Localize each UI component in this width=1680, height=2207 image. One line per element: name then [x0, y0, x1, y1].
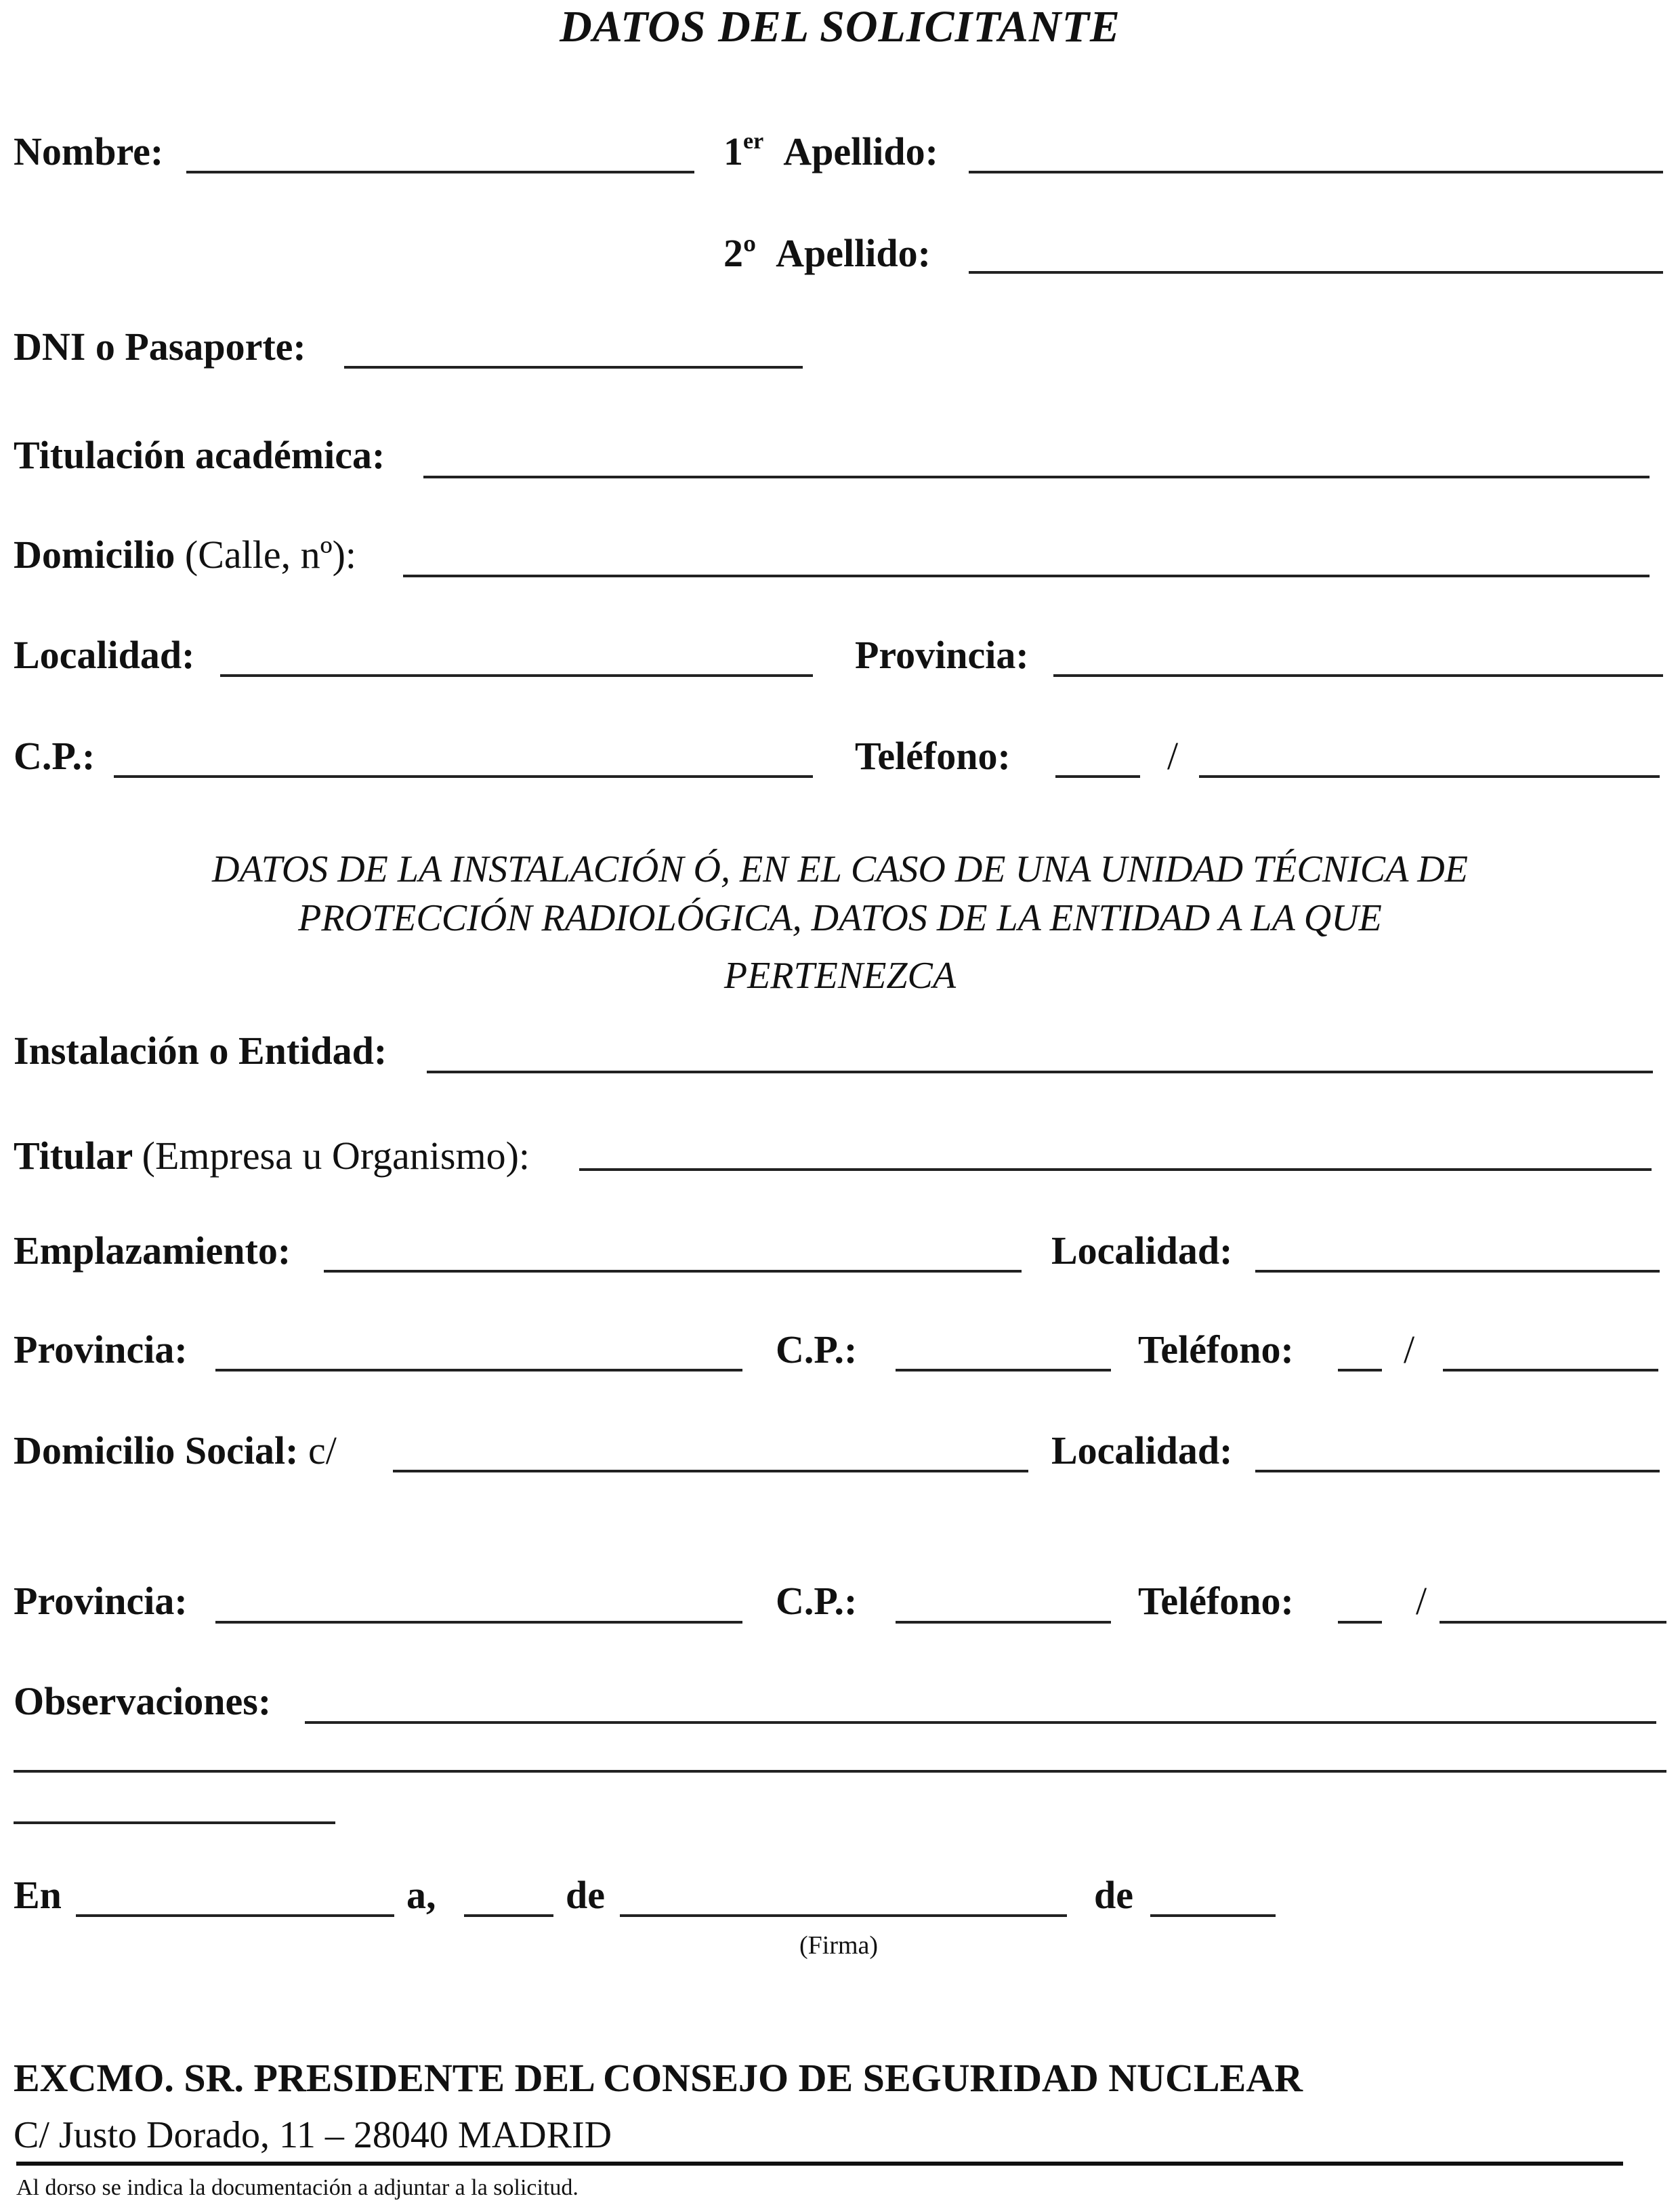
apellido1-field[interactable] [969, 171, 1663, 173]
installation-heading-line1: DATOS DE LA INSTALACIÓN Ó, EN EL CASO DE UNA UNIDAD TÉCNICA DE [212, 848, 1468, 890]
installation-heading-line3: PERTENEZCA [723, 955, 957, 997]
dni-label: DNI o Pasaporte: [14, 325, 306, 369]
footer-rule [16, 2162, 1623, 2166]
firma-label: (Firma) [799, 1931, 879, 1960]
telefono-inst-label: Teléfono: [1138, 1327, 1294, 1371]
provincia-social-label: Provincia: [14, 1579, 188, 1623]
telefono-social-label: Teléfono: [1138, 1579, 1294, 1623]
domicilio-social-field[interactable] [393, 1470, 1028, 1472]
telefono-slash: / [1167, 734, 1179, 778]
telefono-inst-prefix-field[interactable] [1338, 1369, 1382, 1371]
observaciones-label: Observaciones: [14, 1679, 272, 1723]
telefono-number-field[interactable] [1199, 775, 1660, 778]
telefono-inst-slash: / [1404, 1327, 1415, 1371]
emplazamiento-field[interactable] [324, 1270, 1022, 1273]
observaciones-field-line1[interactable] [305, 1721, 1656, 1724]
en-label: En [14, 1873, 62, 1917]
provincia-field[interactable] [1053, 674, 1663, 677]
a-label: a, [406, 1873, 436, 1917]
domicilio-social-label: Domicilio Social: c/ [14, 1428, 337, 1472]
provincia-label: Provincia: [855, 633, 1029, 677]
provincia-social-field[interactable] [215, 1621, 742, 1624]
dni-field[interactable] [344, 366, 803, 369]
day-field[interactable] [464, 1914, 553, 1917]
page-title: DATOS DEL SOLICITANTE [560, 2, 1120, 51]
telefono-social-prefix-field[interactable] [1338, 1621, 1382, 1624]
domicilio-field[interactable] [403, 575, 1650, 577]
titular-field[interactable] [579, 1168, 1652, 1171]
cp-label: C.P.: [14, 734, 96, 778]
provincia-inst-field[interactable] [215, 1369, 742, 1371]
localidad-social-field[interactable] [1255, 1470, 1660, 1472]
localidad-inst-label: Localidad: [1051, 1229, 1233, 1273]
titulacion-label: Titulación académica: [14, 433, 385, 477]
addressee: EXCMO. SR. PRESIDENTE DEL CONSEJO DE SEGURIDAD NUCLEAR [14, 2056, 1303, 2100]
cp-field[interactable] [114, 775, 813, 778]
titulacion-field[interactable] [423, 476, 1650, 478]
observaciones-field-line2[interactable] [14, 1770, 1666, 1773]
address: C/ Justo Dorado, 11 – 28040 MADRID [14, 2114, 612, 2156]
telefono-inst-number-field[interactable] [1443, 1369, 1658, 1371]
cp-social-field[interactable] [896, 1621, 1111, 1624]
apellido1-label: 1er Apellido: [723, 129, 938, 173]
cp-inst-label: C.P.: [776, 1327, 858, 1371]
footer-note: Al dorso se indica la documentación a adjuntar a la solicitud. [16, 2175, 579, 2200]
titular-label: Titular (Empresa u Organismo): [14, 1134, 530, 1178]
cp-social-label: C.P.: [776, 1579, 858, 1623]
installation-heading-line2: PROTECCIÓN RADIOLÓGICA, DATOS DE LA ENTIDAD A LA QUE [298, 897, 1382, 939]
instalacion-field[interactable] [427, 1071, 1653, 1073]
observaciones-field-line3[interactable] [14, 1821, 335, 1824]
telefono-social-slash: / [1416, 1579, 1427, 1623]
nombre-label: Nombre: [14, 129, 164, 173]
apellido2-field[interactable] [969, 271, 1663, 274]
domicilio-label: Domicilio (Calle, nº): [14, 533, 357, 577]
month-field[interactable] [620, 1914, 1067, 1917]
localidad-social-label: Localidad: [1051, 1428, 1233, 1472]
localidad-field[interactable] [220, 674, 813, 677]
nombre-field[interactable] [186, 171, 694, 173]
apellido2-label: 2º Apellido: [723, 231, 931, 275]
emplazamiento-label: Emplazamiento: [14, 1229, 291, 1273]
localidad-inst-field[interactable] [1255, 1270, 1660, 1273]
telefono-social-number-field[interactable] [1440, 1621, 1666, 1624]
year-field[interactable] [1150, 1914, 1276, 1917]
localidad-label: Localidad: [14, 633, 195, 677]
telefono-prefix-field[interactable] [1055, 775, 1140, 778]
cp-inst-field[interactable] [896, 1369, 1111, 1371]
telefono-label: Teléfono: [855, 734, 1011, 778]
instalacion-label: Instalación o Entidad: [14, 1029, 387, 1073]
place-field[interactable] [76, 1914, 394, 1917]
de-label-1: de [566, 1873, 605, 1917]
de-label-2: de [1094, 1873, 1133, 1917]
provincia-inst-label: Provincia: [14, 1327, 188, 1371]
